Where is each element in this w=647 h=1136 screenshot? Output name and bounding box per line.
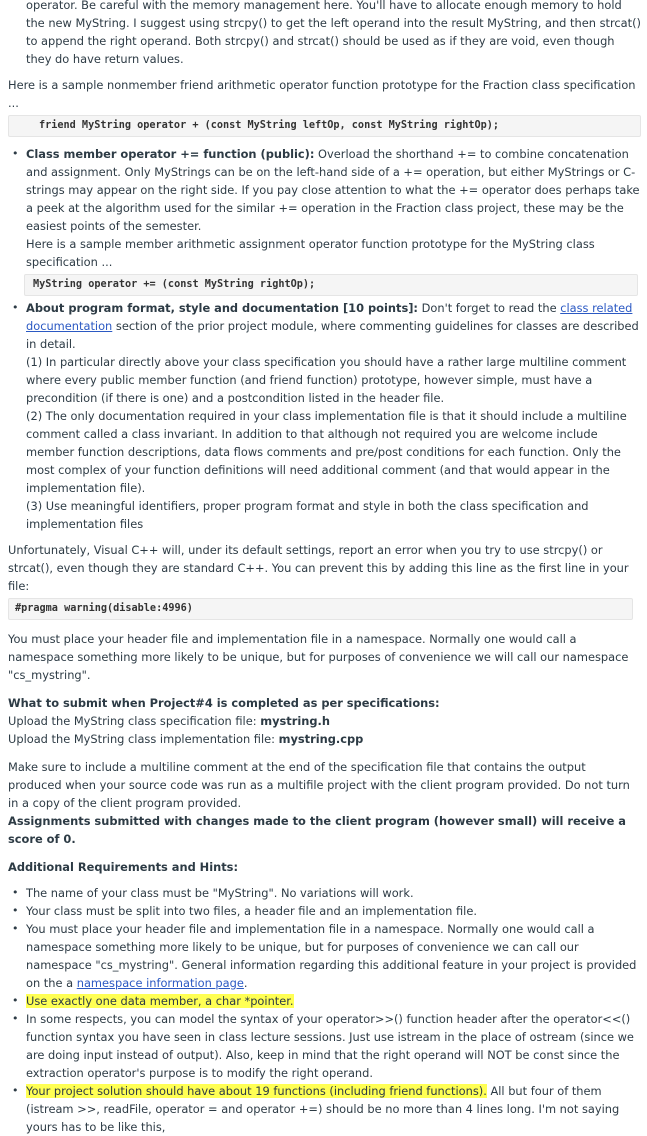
bullet-icon: • (12, 1012, 19, 1025)
submit-title: What to submit when Project#4 is completed as per specifications: (8, 696, 440, 710)
friend-sample-text: Here is a sample nonmember friend arithmetic operator function prototype for the Fraction class specification ... (8, 78, 636, 110)
submit-line-2-text: Upload the MyString class implementation file: (8, 732, 279, 746)
requirements-list (8, 145, 641, 271)
list-item (8, 920, 641, 992)
format-point-1: (1) In particular directly above your class specification you should have a rather large multiline comment where every public member function (and friend function) prototype, however simple, must have a precondition (if there is one) and a postcondition listed in the header file. (26, 355, 627, 405)
additional-item-3-end: . (243, 976, 248, 990)
bullet-icon: • (12, 301, 19, 314)
additional-item-1: The name of your class must be "MyString". No variations will work. (26, 886, 414, 900)
bullet-icon: • (12, 904, 19, 917)
member-operator-code: MyString operator += (const MyString rightOp); (24, 274, 638, 296)
list-item-class-member (8, 145, 641, 271)
additional-item-3: You must place your header file and implementation file in a namespace. Normally one would call a namespace something more likely to be unique, but for purposes of convenience we can call our namespace "cs_mystring". General information regarding this additional feature in your project is provided on the a (26, 922, 637, 990)
class-member-sample-text: Here is a sample member arithmetic assignment operator function prototype for the MyString class specification ... (26, 237, 595, 269)
format-point-2: (2) The only documentation required in your class implementation file is that it should include a multiline comment called a class invariant. In addition to that although not required you are welcome include member function descriptions, data flows comments and pre/post conditions for each function. Only the most complex of your function definitions will need additional comment (and that would appear in the implementation file). (26, 409, 627, 495)
highlighted-function-count-text: Your project solution should have about 19 functions (including friend functions). (26, 1084, 487, 1098)
class-member-title: Class member operator += function (public): (26, 147, 315, 161)
format-point-3: (3) Use meaningful identifiers, proper program format and style in both the class specification and implementation files (26, 499, 589, 531)
class-member-body: Overload the shorthand += to combine concatenation and assignment. Only MyStrings can be on the left-hand side of a += operation, but either MyStrings or C-strings may appear on the right side. If you pay close attention to what the += operator does perhaps take a peek at the algorithm used for the similar += operation in the Fraction class project, these may be the easiest points of the semester. (26, 147, 640, 233)
implementation-filename: mystring.cpp (278, 732, 364, 746)
list-item-format (8, 299, 641, 533)
namespace-info-link[interactable]: namespace information page (76, 976, 244, 990)
header-filename: mystring.h (260, 714, 330, 728)
friend-operator-code: friend MyString operator + (const MyString leftOp, const MyString rightOp); (8, 115, 641, 137)
list-item (8, 902, 641, 920)
additional-title: Additional Requirements and Hints: (8, 860, 239, 874)
format-title: About program format, style and documentation [10 points]: (26, 301, 418, 315)
additional-item-5: In some respects, you can model the syntax of your operator>>() function header after the operator<<() function syntax you have seen in class lecture sessions. Just use istream in the place of ostream (since we are doing input instead of output). Also, keep in mind that the right operand will NOT be const since the extraction operator's purpose is to modify the right operand. (26, 1012, 634, 1080)
format-list (8, 299, 641, 533)
bullet-icon: • (12, 1084, 19, 1097)
bullet-icon: • (12, 147, 19, 160)
bullet-icon: • (12, 886, 19, 899)
score-warning: Assignments submitted with changes made to the client program (however small) will receive a score of 0. (8, 814, 626, 846)
submit-line-2 (8, 730, 641, 748)
pragma-code: #pragma warning(disable:4996) (8, 598, 633, 620)
visual-cpp-text: Unfortunately, Visual C++ will, under its default settings, report an error when you try to use strcpy() or strcat(), even though they are standard C++. You can prevent this by adding this line as the first line in your file: (8, 543, 629, 593)
list-item (8, 1010, 641, 1082)
bullet-icon: • (12, 922, 19, 935)
highlighted-data-member-text: Use exactly one data member, a char *pointer. (26, 994, 294, 1008)
bullet-icon: • (12, 994, 19, 1007)
list-item (8, 1082, 641, 1136)
memory-paragraph: operator. Be careful with the memory management here. You'll have to allocate enough memory to hold the new MyString. I suggest using strcpy() to get the left operand into the result MyString, and then strcat() to append the right operand. Both strcpy() and strcat() should be used as if they are void, even though they do have return values. (26, 0, 641, 66)
list-item (8, 884, 641, 902)
output-comment-text: Make sure to include a multiline comment at the end of the specification file that contains the output produced when your source code was run as a multifile project with the client program provided. Do not turn in a copy of the client program provided. (8, 760, 630, 810)
submit-line-1-text: Upload the MyString class specification file: (8, 714, 261, 728)
list-item (8, 992, 641, 1010)
class-documentation-link[interactable]: class related documentation (26, 301, 633, 333)
additional-item-6-rest: All but four of them (istream >>, readFile, operator = and operator +=) should be no more than 4 lines long. I'm not saying yours has to be like this, (26, 1084, 620, 1134)
submit-line-1 (8, 712, 641, 730)
format-body-pre: Don't forget to read the (417, 301, 561, 315)
additional-list (8, 884, 641, 1136)
format-body-post: section of the prior project module, where commenting guidelines for classes are described in detail. (26, 319, 639, 351)
namespace-text: You must place your header file and implementation file in a namespace. Normally one would call a namespace something more likely to be unique, but for purposes of convenience we will call our namespace "cs_mystring". (8, 632, 629, 682)
additional-item-2: Your class must be split into two files, a header file and an implementation file. (26, 904, 477, 918)
